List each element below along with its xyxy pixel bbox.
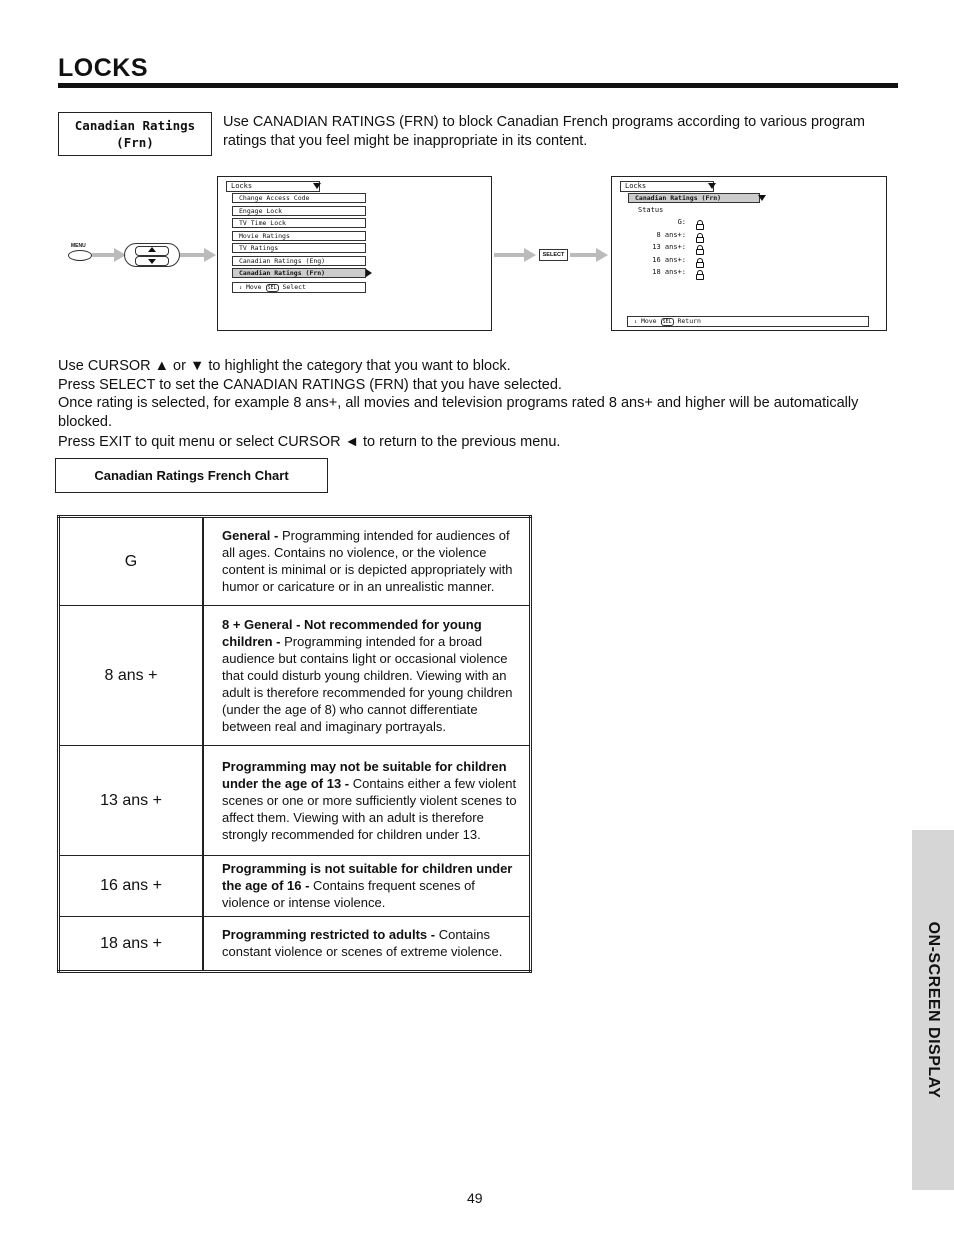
chevron-down-icon: [758, 195, 766, 201]
rating-code: G: [59, 517, 204, 606]
chevron-down-icon: [313, 183, 321, 189]
sel-icon: SEL: [662, 319, 672, 325]
rating-description: [203, 517, 531, 606]
menu-item-selected: Canadian Ratings (Frn): [232, 268, 366, 278]
rating-text: Contains constant violence or scenes of extreme violence.: [222, 927, 503, 959]
rating-code: 18 ans +: [59, 917, 204, 972]
rating-description: [203, 856, 531, 917]
page-title: LOCKS: [58, 54, 148, 82]
menu-item-selected: Canadian Ratings (Frn): [628, 193, 760, 203]
status-row-label: 8 ans+:: [656, 231, 686, 239]
instruction-line: Once rating is selected, for example 8 ans+, all movies and television programs rated 8 ans+ and higher will be automatically blocked.: [58, 395, 859, 430]
title-rule: [58, 83, 898, 88]
instruction-line: Press SELECT to set the CANADIAN RATINGS (FRN) that you have selected.: [58, 376, 562, 393]
menu-item: Engage Lock: [232, 206, 366, 216]
lock-icon: [696, 262, 704, 268]
select-button-icon: SELECT: [539, 249, 568, 261]
menu-button-icon: [68, 250, 92, 261]
menu-item: Canadian Ratings (Eng): [232, 256, 366, 266]
table-row: [59, 517, 531, 606]
table-row: [59, 606, 531, 746]
section-tab-label: ON-SCREEN DISPLAY: [925, 921, 942, 1099]
menu-item: TV Ratings: [232, 243, 366, 253]
up-down-icon: ↕: [239, 285, 243, 291]
rating-heading: Programming may not be suitable for children under the age of 13 -: [222, 758, 507, 791]
rating-code: 13 ans +: [59, 746, 204, 856]
rating-text: Contains either a few violent scenes or one or more sufficiently violent scenes to affect them. Viewing with an adult is therefore strongly recommended for children under 13.: [222, 775, 517, 842]
rating-text: Programming intended for a broad audience but contains light or occasional violence that could disturb young children. Viewing with an adult is therefore recommended for young children (under the age of 8) who cannot differentiate between real and imaginary portrayals.: [222, 633, 513, 734]
menu-footer: [232, 282, 366, 293]
rating-code: 16 ans +: [59, 856, 204, 917]
chart-title: Canadian Ratings French Chart: [55, 458, 328, 493]
menu-item: Movie Ratings: [232, 231, 366, 241]
lock-icon: [696, 249, 704, 255]
rating-heading: 8 + General - Not recommended for young children -: [222, 616, 482, 649]
menu-item: Change Access Code: [232, 193, 366, 203]
rating-heading: Programming is not suitable for children under the age of 16 -: [222, 861, 513, 893]
instructions: [58, 357, 898, 452]
instruction-line: Use CURSOR ▲ or ▼ to highlight the category that you want to block.: [58, 358, 511, 374]
arrow-icon: [494, 248, 538, 264]
arrow-icon: [180, 248, 216, 264]
footer-action: Select: [282, 283, 306, 291]
lock-icon: [696, 274, 704, 280]
status-row-label: 18 ans+:: [652, 268, 686, 276]
arrow-icon: [92, 248, 126, 264]
cursor-pad-icon: [124, 243, 180, 267]
locks-tab: Locks: [226, 181, 320, 192]
rating-description: [203, 746, 531, 856]
lock-icon: [696, 224, 704, 230]
menu-footer: [627, 316, 869, 327]
rating-description: [203, 606, 531, 746]
rating-code: 8 ans +: [59, 606, 204, 746]
rating-heading: General -: [222, 528, 282, 543]
chevron-down-icon: [708, 183, 716, 189]
menu-screen-canadian-frn: [611, 176, 887, 331]
rating-heading: Programming restricted to adults -: [222, 927, 439, 942]
rating-text: Contains frequent scenes of violence or intense violence.: [222, 878, 475, 910]
up-down-icon: ↕: [634, 319, 638, 325]
menu-button-label: MENU: [71, 243, 86, 249]
locks-tab: Locks: [620, 181, 714, 192]
footer-move: Move: [640, 317, 657, 325]
arrow-icon: [570, 248, 610, 264]
page-number: 49: [467, 1190, 483, 1206]
ratings-table: [57, 515, 532, 973]
lock-icon: [696, 237, 704, 243]
status-row-label: 16 ans+:: [652, 256, 686, 264]
section-tab: [912, 830, 954, 1190]
footer-action: Return: [677, 317, 701, 325]
status-row-label: 13 ans+:: [652, 243, 686, 251]
section-label: Canadian Ratings (Frn): [58, 112, 212, 156]
footer-move: Move: [245, 283, 262, 291]
table-row: [59, 746, 531, 856]
rating-text: Programming intended for audiences of all ages. Contains no violence, or the violence content is minimal or is depicted appropriately with humor or caricature or in an unrealistic manner.: [222, 528, 513, 594]
status-row-label: G:: [677, 218, 686, 226]
menu-item: TV Time Lock: [232, 218, 366, 228]
table-row: [59, 856, 531, 917]
rating-description: [203, 917, 531, 972]
instruction-line: Press EXIT to quit menu or select CURSOR ◄ to return to the previous menu.: [58, 434, 561, 450]
table-row: [59, 917, 531, 972]
section-intro: Use CANADIAN RATINGS (FRN) to block Canadian French programs according to various program ratings that you feel might be inappropriate in its content.: [223, 114, 865, 149]
status-label: Status: [638, 206, 664, 214]
menu-screen-locks: [217, 176, 492, 331]
chevron-right-icon: [366, 269, 372, 277]
sel-icon: SEL: [267, 285, 277, 291]
